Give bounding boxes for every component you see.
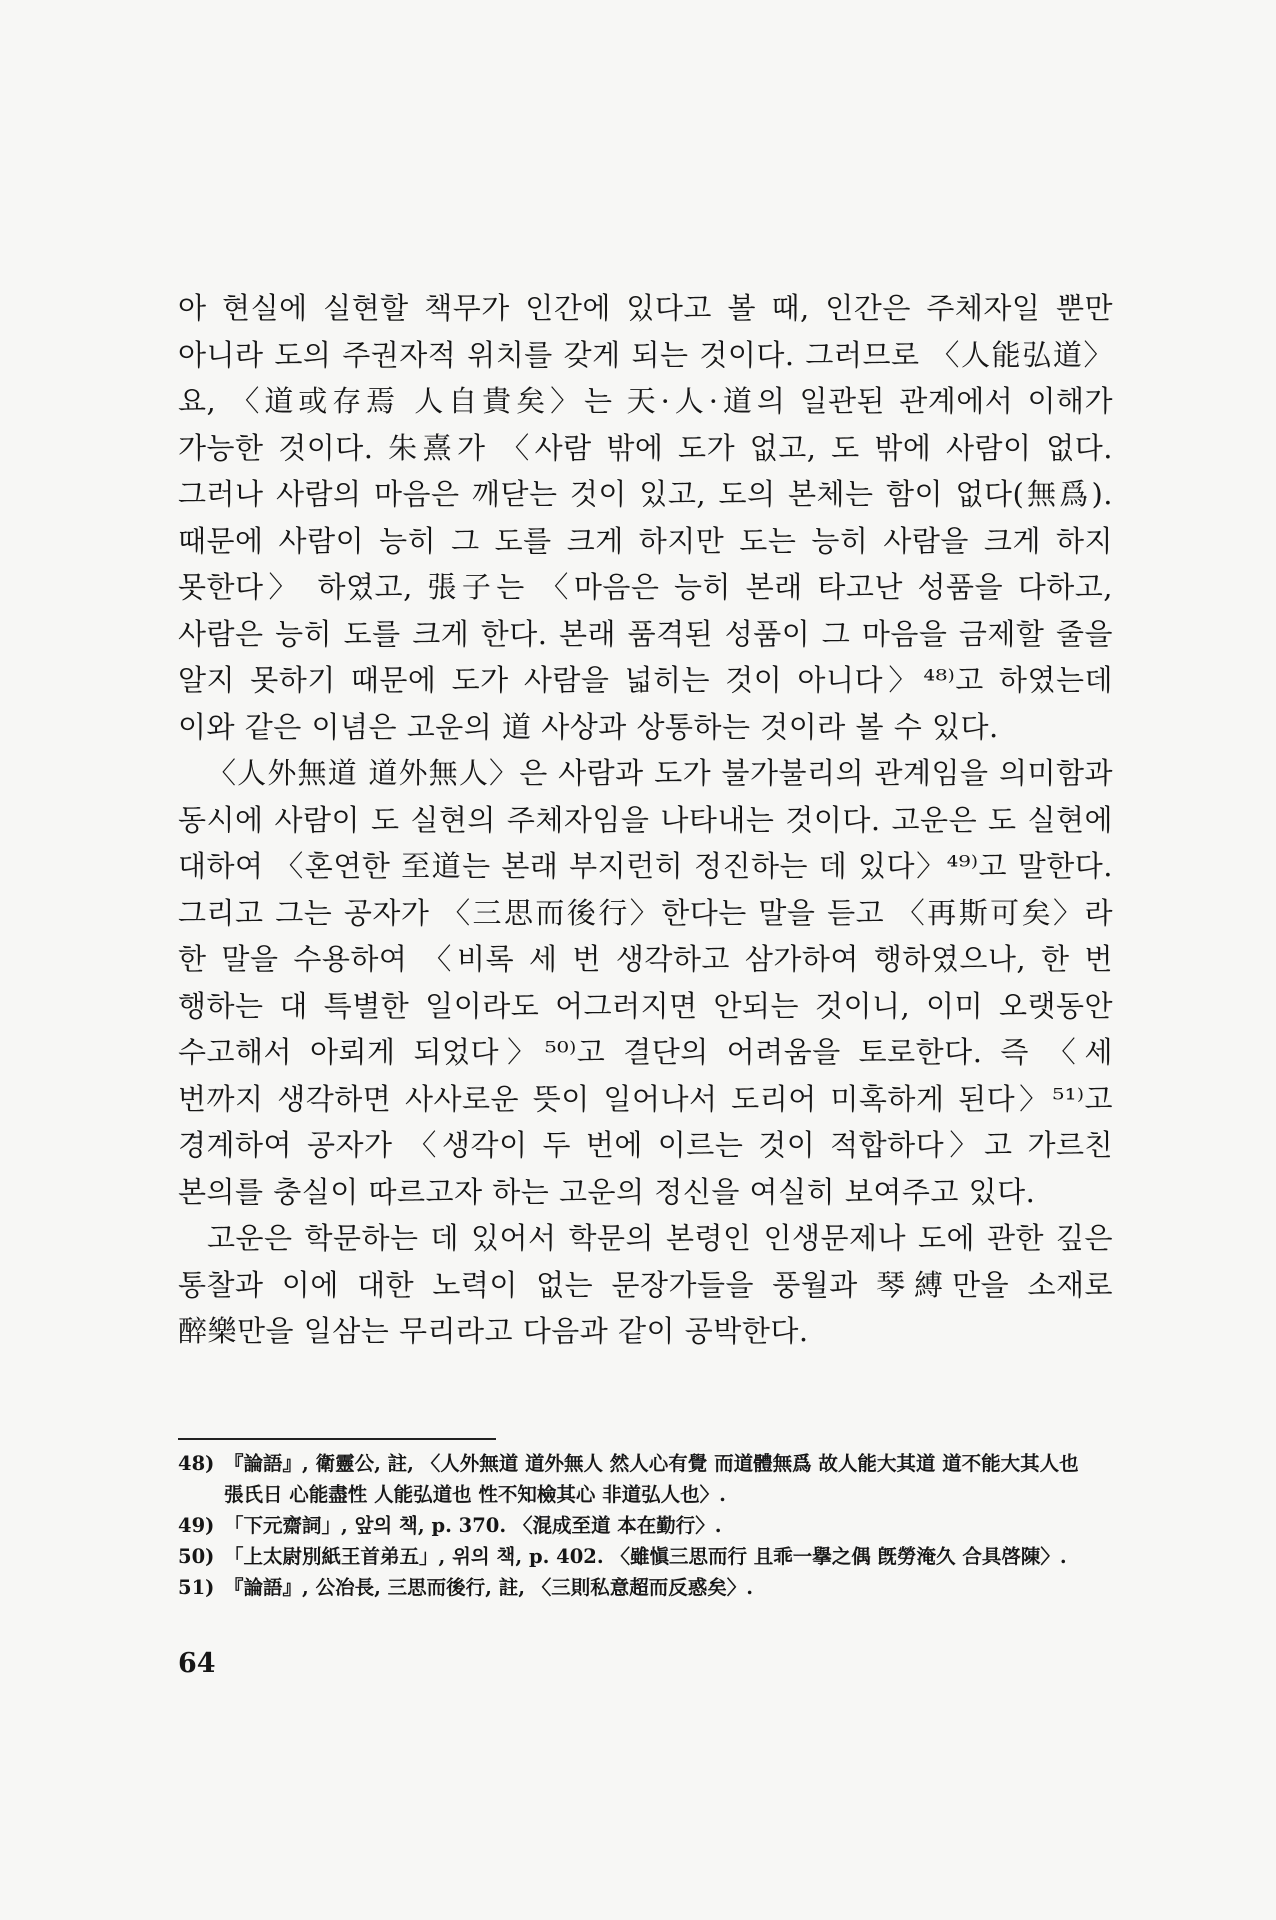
footnote-48 bbox=[178, 1448, 1113, 1510]
paragraph: 아 현실에 실현할 책무가 인간에 있다고 볼 때, 인간은 주체자일 뿐만 아니라 도의 주권자적 위치를 갖게 되는 것이다. 그러므로 〈人能弘道〉요, 〈道或存焉 人自貴矣〉는 天·人·道의 일관된 관계에서 이해가 가능한 것이다. 朱熹가 〈사람 밖에 도가 없고, 도 밖에 사람이 없다. 그러나 사람의 마음은 깨닫는 것이 있고, 도의 본체는 함이 없다(無爲). 때문에 사람이 능히 그 도를 크게 하지만 도는 능히 사람을 크게 하지 못한다〉 하였고, 張子는 〈마음은 능히 본래 타고난 성품을 다하고, 사람은 능히 도를 크게 한다. 본래 품격된 성품이 그 마음을 금제할 줄을 알지 못하기 때문에 도가 사람을 넓히는 것이 아니다〉⁴⁸⁾고 하였는데 이와 같은 이념은 고운의 道 사상과 상통하는 것이라 볼 수 있다. bbox=[178, 291, 1113, 744]
footnote-text: 「下元齋詞」, 앞의 책, p. 370. 〈混成至道 本在勤行〉. bbox=[224, 1514, 722, 1537]
footnotes bbox=[178, 1448, 1113, 1603]
body-text bbox=[178, 285, 1113, 1355]
paragraph: 고운은 학문하는 데 있어서 학문의 본령인 인생문제나 도에 관한 깊은 통찰과 이에 대한 노력이 없는 문장가들을 풍월과 琴縛만을 소재로 醉樂만을 일삼는 무리라고 다음과 같이 공박한다. bbox=[178, 1221, 1113, 1348]
footnote-text: 『論語』, 公冶長, 三思而後行, 註, 〈三則私意超而反惑矣〉. bbox=[224, 1576, 754, 1599]
footnote-49 bbox=[178, 1510, 1113, 1541]
footnote-number: 49) bbox=[178, 1514, 215, 1537]
footnote-50 bbox=[178, 1541, 1113, 1572]
footnote-text: 「上太尉別紙王首弟五」, 위의 책, p. 402. 〈雖愼三思而行 且乖一擧之偶 旣勞淹久 合具啓陳〉. bbox=[224, 1545, 1067, 1568]
page-number: 64 bbox=[178, 1648, 216, 1679]
paragraph: 〈人外無道 道外無人〉은 사람과 도가 불가불리의 관계임을 의미함과 동시에 사람이 도 실현의 주체자임을 나타내는 것이다. 고운은 도 실현에 대하여 〈혼연한 至道는 본래 부지런히 정진하는 데 있다〉⁴⁹⁾고 말한다. 그리고 그는 공자가 〈三思而後行〉한다는 말을 듣고 〈再斯可矣〉라 한 말을 수용하여 〈비록 세 번 생각하고 삼가하여 행하였으나, 한 번 행하는 대 특별한 일이라도 어그러지면 안되는 것이니, 이미 오랫동안 수고해서 아뢰게 되었다〉⁵⁰⁾고 결단의 어려움을 토로한다. 즉 〈세 번까지 생각하면 사사로운 뜻이 일어나서 도리어 미혹하게 된다〉⁵¹⁾고 경계하여 공자가 〈생각이 두 번에 이르는 것이 적합하다〉고 가르친 본의를 충실이 따르고자 하는 고운의 정신을 여실히 보여주고 있다. bbox=[178, 756, 1113, 1209]
footnote-divider bbox=[178, 1438, 496, 1440]
footnote-number: 50) bbox=[178, 1545, 215, 1568]
footnote-number: 51) bbox=[178, 1576, 215, 1599]
footnote-number: 48) bbox=[178, 1452, 215, 1475]
footnote-text: 『論語』, 衛靈公, 註, 〈人外無道 道外無人 然人心有覺 而道體無爲 故人能大其道 道不能大其人也 張氏日 心能盡性 人能弘道也 性不知檢其心 非道弘人也〉. bbox=[224, 1452, 1079, 1506]
footnote-51 bbox=[178, 1572, 1113, 1603]
